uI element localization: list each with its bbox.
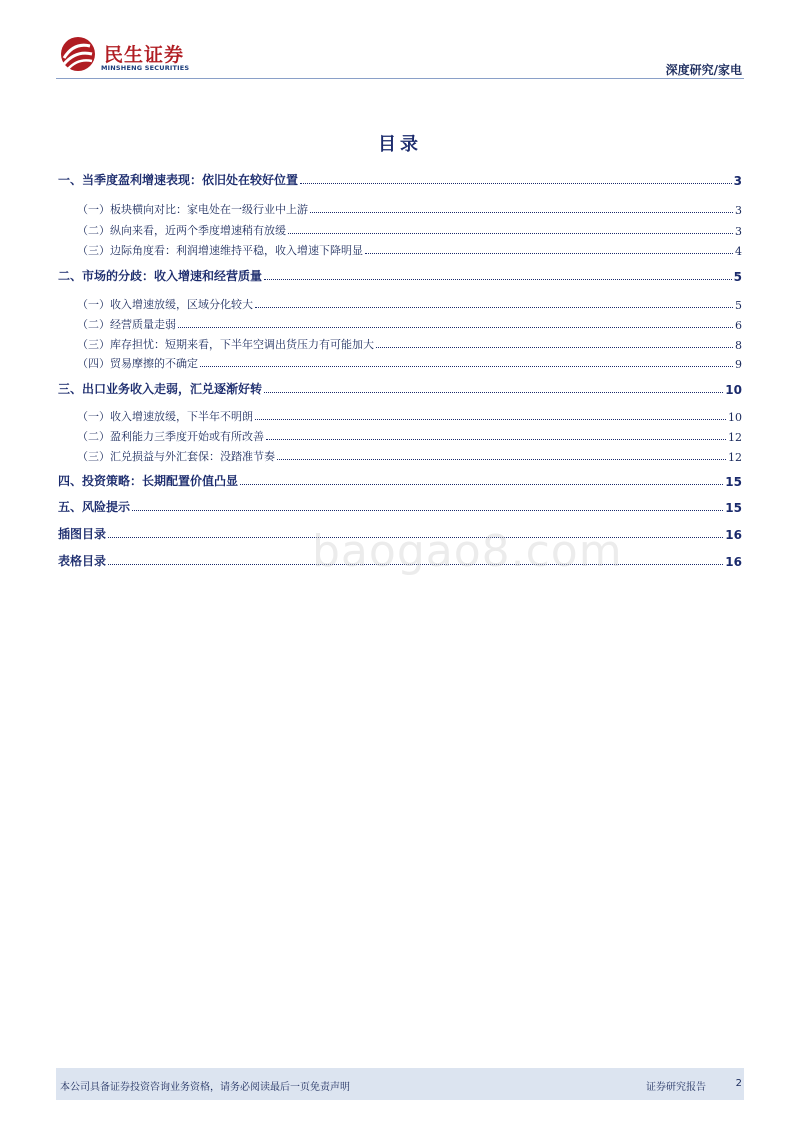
toc-leader-dots — [255, 307, 733, 308]
footer-report-type: 证券研究报告 — [646, 1082, 706, 1093]
toc-entry[interactable] — [58, 242, 742, 258]
toc-entry-page: 5 — [735, 299, 742, 312]
toc-leader-dots — [264, 392, 723, 393]
toc-leader-dots — [200, 366, 733, 367]
report-category: 深度研究/家电 — [665, 63, 742, 77]
toc-leader-dots — [300, 183, 732, 184]
toc-entry-page: 6 — [735, 319, 742, 332]
watermark: baogao8.com — [312, 526, 623, 577]
toc-entry[interactable] — [58, 222, 742, 238]
toc-entry-title: 插图目录 — [58, 527, 107, 541]
toc-entry-page: 10 — [728, 411, 742, 424]
toc-entry-title: （三）边际角度看：利润增速维持平稳，收入增速下降明显 — [77, 244, 363, 257]
toc-entry-page: 16 — [725, 555, 742, 569]
toc-leader-dots — [178, 327, 733, 328]
toc-entry-page: 9 — [735, 358, 742, 371]
toc-entry-title: （四）贸易摩擦的不确定 — [77, 357, 198, 370]
toc-entry[interactable] — [58, 201, 742, 217]
toc-entry[interactable] — [58, 381, 742, 397]
toc-entry-title: 表格目录 — [58, 554, 107, 568]
toc-entry-title: 五、风险提示 — [58, 500, 131, 514]
toc-entry[interactable] — [58, 172, 742, 188]
toc-entry-title: （一）收入增速放缓，区域分化较大 — [77, 298, 253, 311]
toc-leader-dots — [255, 419, 726, 420]
toc-entry-page: 12 — [728, 431, 742, 444]
toc-leader-dots — [288, 233, 733, 234]
toc-entry-page: 4 — [735, 245, 742, 258]
toc-entry[interactable] — [58, 336, 742, 352]
toc-entry-page: 15 — [725, 475, 742, 489]
toc-entry-title: 一、当季度盈利增速表现：依旧处在较好位置 — [58, 173, 299, 187]
toc-entry-page: 3 — [735, 225, 742, 238]
toc-title: 目录 — [378, 134, 422, 155]
page-header — [0, 0, 800, 80]
toc-entry-title: 四、投资策略：长期配置价值凸显 — [58, 474, 239, 488]
toc-entry-page: 12 — [728, 451, 742, 464]
toc-entry[interactable] — [58, 499, 742, 515]
toc-entry[interactable] — [58, 408, 742, 424]
toc-entry[interactable] — [58, 355, 742, 371]
toc-leader-dots — [264, 279, 732, 280]
footer-page-number: 2 — [735, 1078, 742, 1089]
toc-leader-dots — [277, 459, 726, 460]
toc-entry-title: （一）板块横向对比：家电处在一级行业中上游 — [77, 203, 308, 216]
toc-entry-page: 5 — [733, 270, 742, 284]
toc-entry-title: （二）盈利能力三季度开始或有所改善 — [77, 430, 264, 443]
toc-entry-page: 15 — [725, 501, 742, 515]
page-footer — [56, 1068, 744, 1100]
toc-entry-title: （三）库存担忧：短期来看，下半年空调出货压力有可能加大 — [77, 338, 374, 351]
toc-leader-dots — [266, 439, 726, 440]
toc-entry-page: 16 — [725, 528, 742, 542]
toc-leader-dots — [132, 510, 723, 511]
toc-entry-page: 3 — [735, 204, 742, 217]
toc-entry-page: 8 — [735, 339, 742, 352]
toc-entry-page: 10 — [725, 383, 742, 397]
toc-entry-title: 三、出口业务收入走弱，汇兑逐渐好转 — [58, 382, 263, 396]
toc-leader-dots — [365, 253, 733, 254]
header-divider — [56, 78, 744, 79]
toc-entry-title: 二、市场的分歧：收入增速和经营质量 — [58, 269, 263, 283]
toc-leader-dots — [376, 347, 733, 348]
toc-entry[interactable] — [58, 296, 742, 312]
toc-entry-title: （二）经营质量走弱 — [77, 318, 176, 331]
toc-entry[interactable] — [58, 448, 742, 464]
toc-entry[interactable] — [58, 268, 742, 284]
logo-subtitle: MINSHENG SECURITIES — [101, 64, 190, 72]
footer-disclaimer: 本公司具备证券投资咨询业务资格，请务必阅读最后一页免责声明 — [60, 1082, 350, 1093]
toc-entry-title: （三）汇兑损益与外汇套保：没踏准节奏 — [77, 450, 275, 463]
toc-entry[interactable] — [58, 428, 742, 444]
toc-entry-title: （二）纵向来看，近两个季度增速稍有放缓 — [77, 224, 286, 237]
toc-leader-dots — [240, 484, 723, 485]
toc-leader-dots — [310, 212, 733, 213]
toc-entry-title: （一）收入增速放缓，下半年不明朗 — [77, 410, 253, 423]
toc-entry-page: 3 — [733, 174, 742, 188]
logo-text: 民生证券 — [104, 44, 185, 66]
toc-entry[interactable] — [58, 473, 742, 489]
toc-entry[interactable] — [58, 316, 742, 332]
